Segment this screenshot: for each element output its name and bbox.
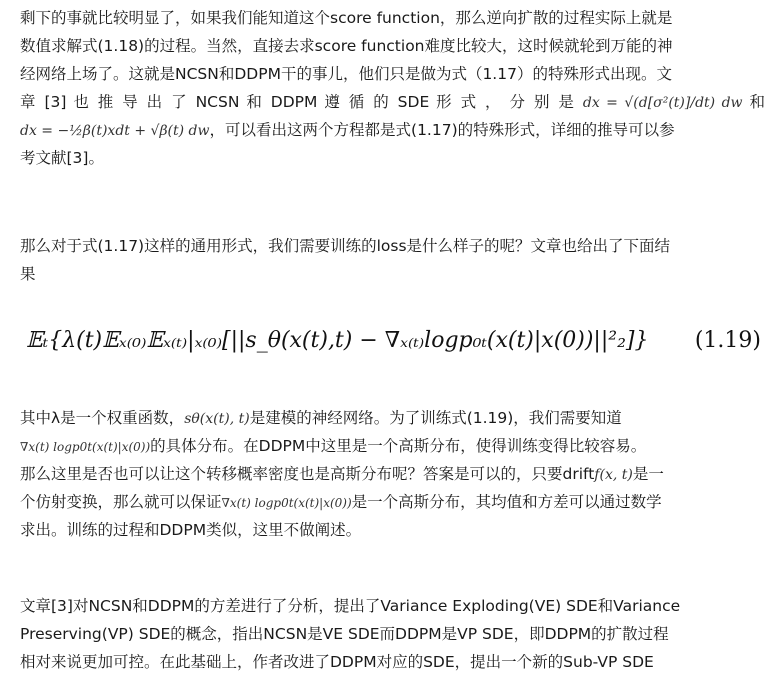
equation-body: 𝔼ₜ{λ(t)𝔼ₓ₍₀₎𝔼ₓ₍ₜ₎|ₓ₍₀₎[||s_θ(x(t),t) − ∇ₓ₍ₜ₎logp₀ₜ(x(t)|x(0))||²₂]} [26,328,649,353]
text-segment: ，可以看出这两个方程都是式(1.17)的特殊形式，详细的推导可以参 [209,121,675,139]
display-equation-1-19 [20,322,765,366]
text-segment: 那么这里是否也可以让这个转移概率密度也是高斯分布呢？答案是可以的，只要drift [20,465,595,483]
text-segment: 个仿射变换，那么就可以保证 [20,493,222,511]
text-segment: 其中λ是一个权重函数， [20,409,185,427]
text-line: 经网络上场了。这就是NCSN和DDPM干的事儿，他们只是做为式（1.17）的特殊形式出现。文 [20,65,672,83]
paragraph-training-details [20,404,765,544]
text-line [20,88,765,116]
text-segment: 是一 [632,465,664,483]
paragraph-ve-vp-sde [20,592,765,676]
text-line: 果 [20,265,36,283]
text-line: 文章[3]对NCSN和DDPM的方差进行了分析，提出了Variance Exploding(VE) SDE和Variance [20,597,681,615]
text-segment: 是一个高斯分布，其均值和方差可以通过数学 [351,493,662,511]
inline-formula-drift: f(x, t) [594,467,633,483]
text-line [20,116,765,144]
text-line: 那么对于式(1.17)这样的通用形式，我们需要训练的loss是什么样子的呢？文章也给出了下面结 [20,237,671,255]
text-segment: 和 [749,93,765,111]
text-segment: 的具体分布。在DDPM中这里是一个高斯分布，使得训练变得比较容易。 [150,437,647,455]
inline-formula-ddpm-sde: dx = −½β(t)xdt + √β(t) dw [20,123,210,139]
inline-formula-ncsn-sde: dx = √(d[σ²(t)]/dt) dw [582,95,743,111]
text-segment: 是建模的神经网络。为了训练式(1.19)，我们需要知道 [249,409,622,427]
inline-formula-gradient: ∇x(t) logp0t(x(t)|x(0)) [20,440,151,454]
text-line: 考文献[3]。 [20,149,104,167]
paragraph-loss-intro [20,232,765,288]
text-line: 剩下的事就比较明显了，如果我们能知道这个score function，那么逆向扩散的过程实际上就是 [20,9,673,27]
text-line [20,404,765,432]
inline-formula-gradient: ∇x(t) logp0t(x(t)|x(0)) [221,496,352,510]
text-segment: 章 [3] 也 推 导 出 了 NCSN 和 DDPM 遵 循 的 SDE 形 式 ， 分 别 是 [20,93,576,111]
equation-number: (1.19) [694,328,761,353]
text-line: 数值求解式(1.18)的过程。当然，直接去求score function难度比较大，这时候就轮到万能的神 [20,37,673,55]
text-line [20,488,765,516]
text-line [20,432,765,460]
text-line: 相对来说更加可控。在此基础上，作者改进了DDPM对应的SDE，提出一个新的Sub-VP SDE [20,653,654,671]
text-line: 求出。训练的过程和DDPM类似，这里不做阐述。 [20,521,362,539]
text-line: Preserving(VP) SDE的概念，指出NCSN是VE SDE而DDPM是VP SDE，即DDPM的扩散过程 [20,625,669,643]
inline-formula-network: sθ(x(t), t) [184,411,250,427]
paragraph-score-function [20,4,765,172]
text-line [20,460,765,488]
